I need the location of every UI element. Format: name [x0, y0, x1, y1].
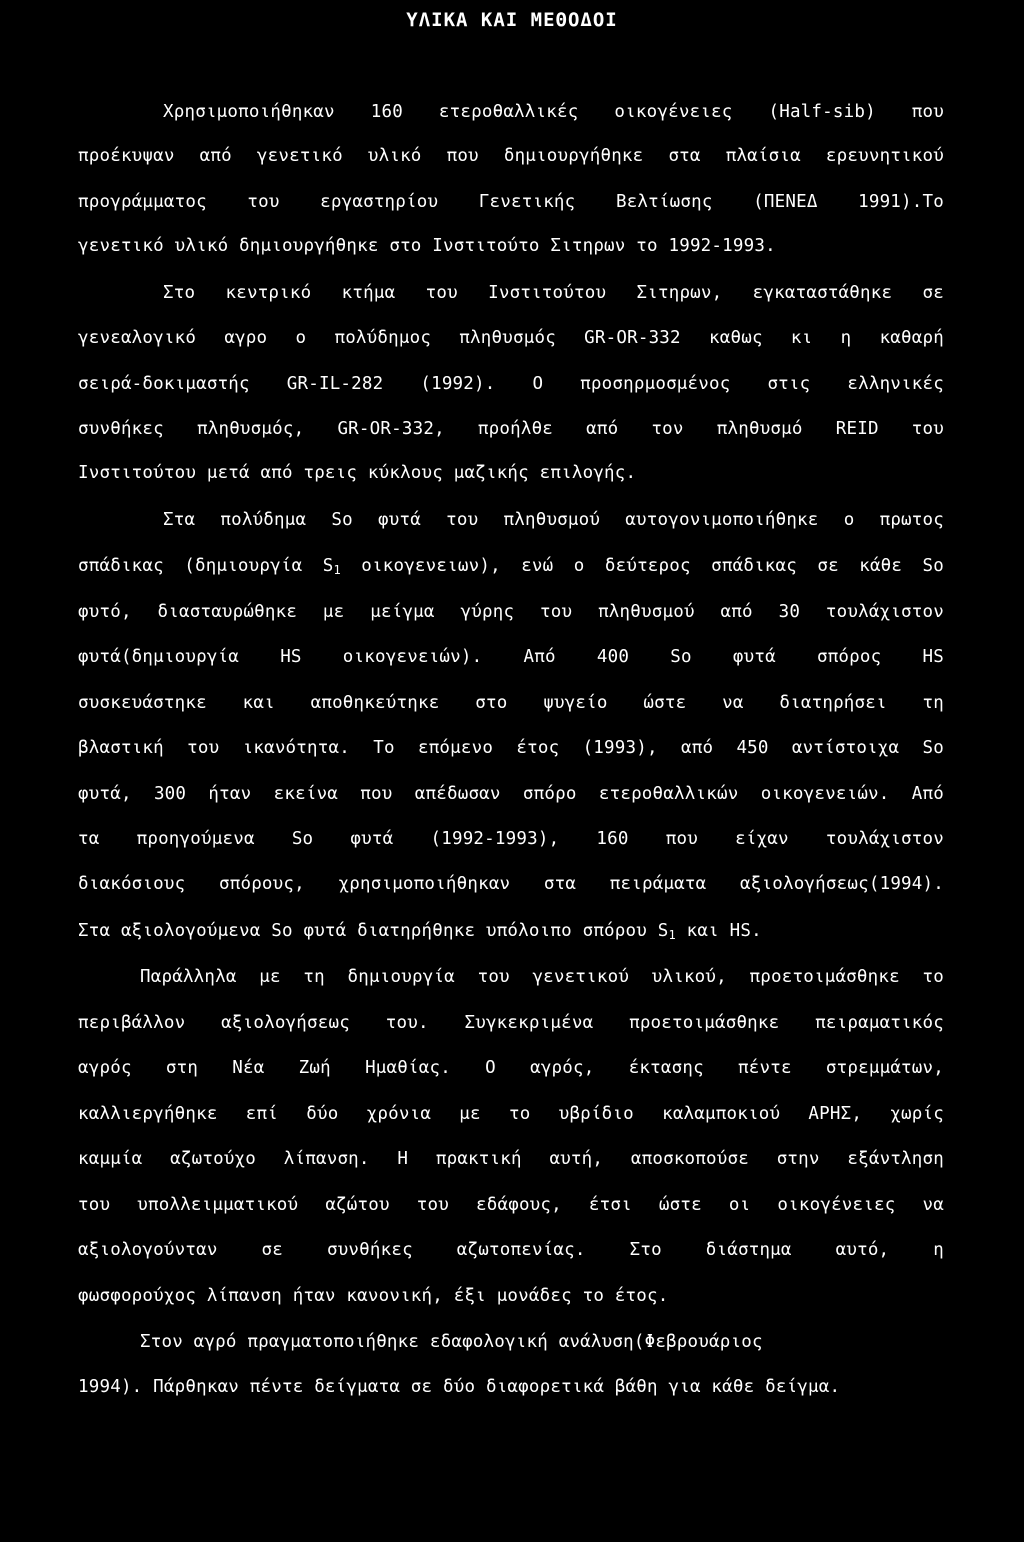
text-line: περιβάλλον αξιολογήσεως του. Συγκεκριμένα προετοιμάσθηκε πειραματικός	[78, 1013, 944, 1033]
text-line: βλαστική του ικανότητα. Το επόμενο έτος (1993), από 450 αντίστοιχα So	[78, 738, 944, 758]
text-line: Χρησιμοποιήθηκαν 160 ετεροθαλλικές οικογένειες (Half-sib) που	[163, 102, 944, 122]
subscript: 1	[668, 928, 676, 942]
text-line: 1994). Πάρθηκαν πέντε δείγματα σε δύο διαφορετικά βάθη για κάθε δείγμα.	[78, 1377, 841, 1397]
text-line: συνθήκες πληθυσμός, GR-OR-332, προήλθε από τον πληθυσμό REID του	[78, 419, 944, 439]
text-line: Στο κεντρικό κτήμα του Ινστιτούτου Σιτηρων, εγκαταστάθηκε σε	[163, 283, 944, 303]
text-line: καμμία αζωτούχο λίπανση. Η πρακτική αυτή, αποσκοπούσε στην εξάντληση	[78, 1149, 944, 1169]
text-line: γενετικό υλικό δημιουργήθηκε στο Ινστιτούτο Σιτηρων το 1992-1993.	[78, 236, 776, 256]
text-line: Στον αγρό πραγματοποιήθηκε εδαφολογική ανάλυση(Φεβρουάριος	[140, 1332, 763, 1352]
text-line-with-subscript	[78, 917, 944, 945]
text-line: του υπολλειμματικού αζώτου του εδάφους, έτσι ώστε οι οικογένειες να	[78, 1195, 944, 1215]
text-line: προέκυψαν από γενετικό υλικό που δημιουργήθηκε στα πλαίσια ερευνητικού	[78, 146, 944, 166]
text-line: γενεαλογικό αγρο ο πολύδημος πληθυσμός GR-OR-332 καθως κι η καθαρή	[78, 328, 944, 348]
text-segment: Στα αξιολογούμενα So φυτά διατηρήθηκε υπόλοιπο σπόρου S	[78, 921, 669, 941]
text-line-with-subscript	[78, 552, 944, 580]
text-line: προγράμματος του εργαστηρίου Γενετικής Βελτίωσης (ΠΕΝΕΔ 1991).Το	[78, 192, 944, 212]
text-line: φωσφορούχος λίπανση ήταν κανονική, έξι μονάδες το έτος.	[78, 1286, 669, 1306]
text-line: διακόσιους σπόρους, χρησιμοποιήθηκαν στα πειράματα αξιολογήσεως(1994).	[78, 874, 944, 894]
text-line: αξιολογούνταν σε συνθήκες αζωτοπενίας. Στο διάστημα αυτό, η	[78, 1240, 944, 1260]
text-line: αγρός στη Νέα Ζωή Ημαθίας. Ο αγρός, έκτασης πέντε στρεμμάτων,	[78, 1058, 944, 1078]
text-line: φυτά, 300 ήταν εκείνα που απέδωσαν σπόρο ετεροθαλλικών οικογενειών. Από	[78, 784, 944, 804]
text-line: καλλιεργήθηκε επί δύο χρόνια με το υβρίδιο καλαμποκιού ΑΡΗΣ, χωρίς	[78, 1104, 944, 1124]
text-line: συσκευάστηκε και αποθηκεύτηκε στο ψυγείο ώστε να διατηρήσει τη	[78, 693, 944, 713]
section-title: ΥΛΙΚΑ ΚΑΙ ΜΕΘΟΔΟΙ	[406, 9, 618, 31]
text-line: φυτό, διασταυρώθηκε με μείγμα γύρης του πληθυσμού από 30 τουλάχιστον	[78, 602, 944, 622]
text-segment: σπάδικας (δημιουργία S	[78, 556, 334, 576]
text-line: τα προηγούμενα So φυτά (1992-1993), 160 που είχαν τουλάχιστον	[78, 829, 944, 849]
subscript: 1	[333, 563, 341, 577]
text-segment: οικογενειων), ενώ ο δεύτερος σπάδικας σε κάθε So	[340, 556, 944, 576]
text-line: Ινστιτούτου μετά από τρεις κύκλους μαζικής επιλογής.	[78, 463, 637, 483]
text-line: Παράλληλα με τη δημιουργία του γενετικού υλικού, προετοιμάσθηκε το	[140, 967, 944, 987]
text-line: σειρά-δοκιμαστής GR-IL-282 (1992). Ο προσηρμοσμένος στις ελληνικές	[78, 374, 944, 394]
text-segment: και HS.	[675, 921, 762, 941]
text-line: φυτά(δημιουργία HS οικογενειών). Από 400 So φυτά σπόρος HS	[78, 647, 944, 667]
text-line: Στα πολύδημα So φυτά του πληθυσμού αυτογονιμοποιήθηκε ο πρωτος	[163, 510, 944, 530]
